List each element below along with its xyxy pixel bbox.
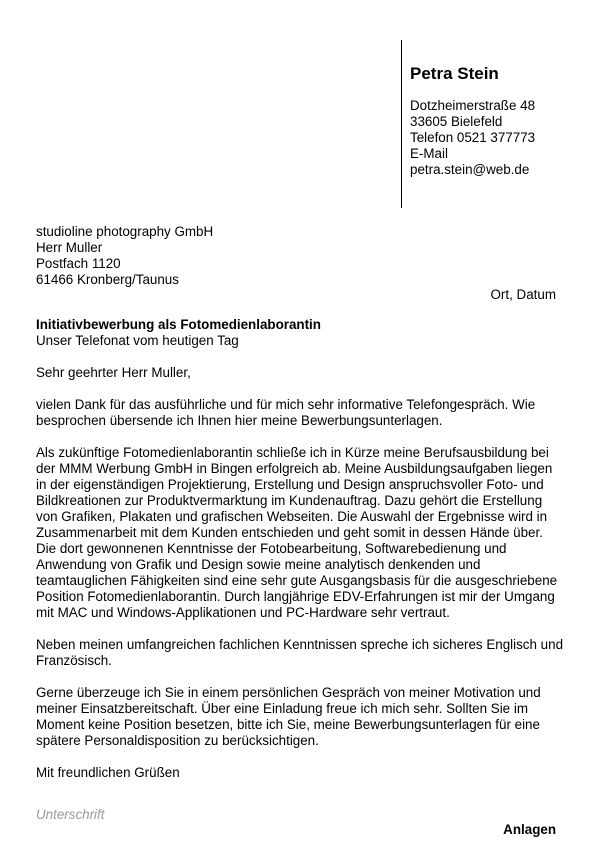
closing-greeting: Mit freundlichen Grüßen: [36, 765, 180, 780]
sender-name: Petra Stein: [410, 64, 499, 83]
letter-body: [36, 317, 566, 781]
sender-block: [410, 64, 535, 178]
paragraph-thanks: vielen Dank für das ausführliche und für mich sehr informative Telefongespräch. Wie besprochen übersende ich Ihnen hier meine Bewerbungsunterlagen.: [36, 397, 536, 428]
subject-line: Initiativbewerbung als Fotomedienlaborantin: [36, 317, 321, 332]
recipient-city: 61466 Kronberg/Taunus: [36, 272, 179, 287]
sender-street: Dotzheimerstraße 48: [410, 98, 536, 113]
recipient-company: studioline photography GmbH: [36, 224, 214, 239]
sender-email-label: E-Mail: [410, 146, 448, 161]
enclosures-label: Anlagen: [503, 822, 556, 837]
salutation: Sehr geehrter Herr Muller,: [36, 365, 191, 380]
paragraph-languages: Neben meinen umfangreichen fachlichen Kenntnissen spreche ich sicheres Englisch und Französisch.: [36, 637, 564, 668]
sender-email: petra.stein@web.de: [410, 162, 530, 177]
signature-placeholder: Unterschrift: [36, 807, 105, 822]
recipient-po-box: Postfach 1120: [36, 256, 121, 271]
place-date: Ort, Datum: [490, 287, 556, 302]
recipient-address: [36, 224, 213, 288]
paragraph-qualifications: Als zukünftige Fotomedienlaborantin schließe ich in Kürze meine Berufsausbildung bei der MMM Werbung GmbH in Bingen erfolgreich ab. Meine Ausbildungsaufgaben liegen in der eigenständigen Projektierung, Erstellung und Design anspruchsvoller Foto- und Bildkreationen zur Produktvermarktung im Kundenauftrag. Dazu gehört die Erstellung von Grafiken, Plakaten und grafischen Webseiten. Die Auswahl der Ergebnisse wird in Zusammenarbeit mit dem Kunden entschieden und geht somit in dessen Hände über. Die dort gewonnenen Kenntnisse der Fotobearbeitung, Softwarebedienung und Anwendung von Grafik und Design sowie meine analytisch denkenden und teamtauglichen Fähigkeiten sind eine sehr gute Ausgangsbasis für die ausgeschriebene Position Fotomedienlaborantin. Durch langjährige EDV-Erfahrungen ist mir der Umgang mit MAC und Windows-Applikationen und PC-Hardware sehr vertraut.: [36, 445, 558, 620]
sender-divider-line: [401, 40, 402, 208]
recipient-contact: Herr Muller: [36, 240, 103, 255]
reference-line: Unser Telefonat vom heutigen Tag: [36, 333, 239, 348]
sender-phone: Telefon 0521 377773: [410, 130, 536, 145]
paragraph-interview-request: Gerne überzeuge ich Sie in einem persönlichen Gespräch von meiner Motivation und meiner Einsatzbereitschaft. Über eine Einladung freue ich mich sehr. Sollten Sie im Moment keine Position besetzen, bitte ich Sie, meine Bewerbungsunterlagen für eine spätere Personaldisposition zu berücksichtigen.: [36, 685, 541, 748]
sender-city: 33605 Bielefeld: [410, 114, 503, 129]
